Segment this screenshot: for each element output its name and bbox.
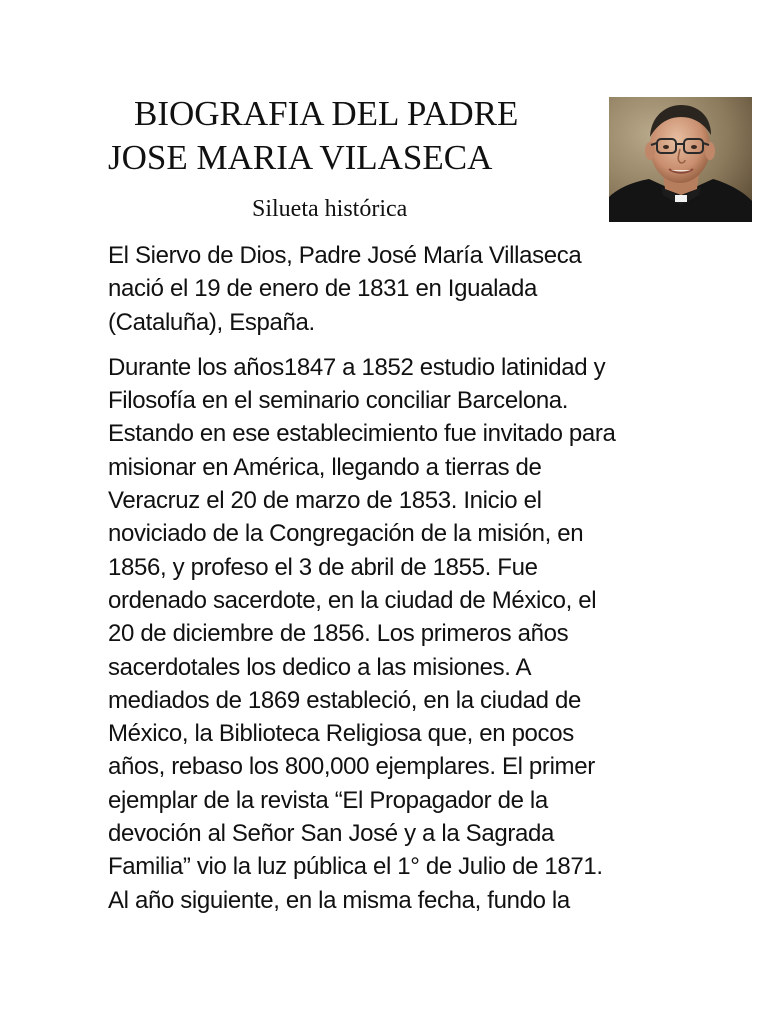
page-title (108, 92, 588, 180)
text-line: misionar en América, llegando a tierras de (108, 453, 542, 481)
portrait-photo (609, 97, 752, 222)
title-line-1: BIOGRAFIA DEL PADRE (134, 94, 519, 133)
text-line: Al año siguiente, en la misma fecha, fundo la (108, 886, 570, 914)
text-line: nació el 19 de enero de 1831 en Igualada (108, 275, 538, 303)
text-line: Filosofía en el seminario conciliar Barcelona. (108, 387, 569, 415)
text-line: El Siervo de Dios, Padre José María Villaseca (108, 242, 582, 269)
text-line: ejemplar de la revista “El Propagador de la (108, 786, 548, 814)
title-line-2: JOSE MARIA VILASECA (108, 138, 493, 177)
text-line: Familia” vio la luz pública el 1° de Julio de 1871. (108, 853, 603, 881)
text-line: Estando en ese establecimiento fue invitado para (108, 420, 616, 448)
portrait-illustration (609, 97, 752, 222)
text-line: noviciado de la Congregación de la misión, en (108, 520, 584, 548)
text-line: años, rebaso los 800,000 ejemplares. El primer (108, 753, 595, 781)
text-line: Veracruz el 20 de marzo de 1853. Inicio el (108, 487, 542, 515)
text-line: 20 de diciembre de 1856. Los primeros años (108, 620, 569, 648)
text-line: sacerdotales los dedico a las misiones. A (108, 653, 532, 681)
paragraph-1 (108, 239, 668, 339)
text-line: México, la Biblioteca Religiosa que, en pocos (108, 720, 574, 748)
text-line: 1856, y profeso el 3 de abril de 1855. Fue (108, 553, 538, 581)
text-line: mediados de 1869 estableció, en la ciudad de (108, 686, 581, 714)
text-line: ordenado sacerdote, en la ciudad de México, el (108, 586, 597, 614)
paragraph-2 (108, 351, 668, 917)
biography-body (108, 239, 668, 929)
text-line: Durante los años1847 a 1852 estudio latinidad y (108, 353, 606, 381)
text-line: devoción al Señor San José y a la Sagrada (108, 820, 554, 848)
subtitle: Silueta histórica (252, 196, 408, 222)
text-line: (Cataluña), España. (108, 308, 315, 336)
